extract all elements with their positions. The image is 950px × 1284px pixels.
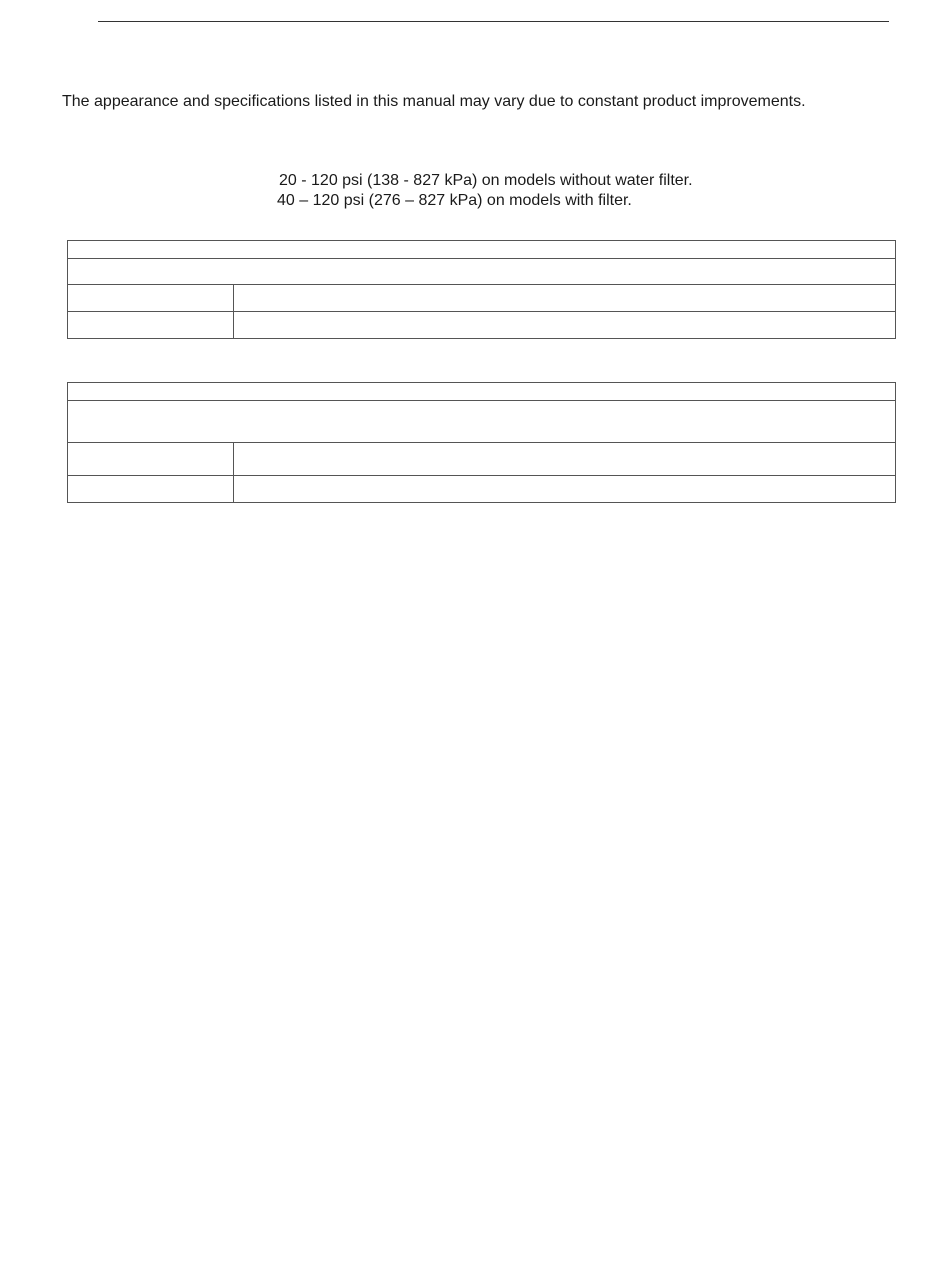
table-row xyxy=(68,285,896,312)
table-subheader xyxy=(68,401,896,443)
spec-table-1 xyxy=(67,240,896,339)
table-row xyxy=(68,312,896,339)
table-header xyxy=(68,383,896,401)
table-cell-label xyxy=(68,443,234,476)
table-cell-value xyxy=(234,312,896,339)
table-header xyxy=(68,241,896,259)
table-cell-value xyxy=(234,285,896,312)
pressure-line-without-filter: 20 - 120 psi (138 - 827 kPa) on models without water filter. xyxy=(279,172,693,189)
table-row xyxy=(68,443,896,476)
table-cell-value xyxy=(234,443,896,476)
intro-paragraph: The appearance and specifications listed in this manual may vary due to constant product improvements. xyxy=(62,93,806,110)
header-divider xyxy=(98,21,889,22)
spec-table-2 xyxy=(67,382,896,503)
pressure-line-with-filter: 40 – 120 psi (276 – 827 kPa) on models with filter. xyxy=(277,192,632,209)
table-cell-label xyxy=(68,285,234,312)
table-cell-label xyxy=(68,476,234,503)
table-cell-value xyxy=(234,476,896,503)
table-row xyxy=(68,476,896,503)
table-cell-label xyxy=(68,312,234,339)
table-subheader xyxy=(68,259,896,285)
